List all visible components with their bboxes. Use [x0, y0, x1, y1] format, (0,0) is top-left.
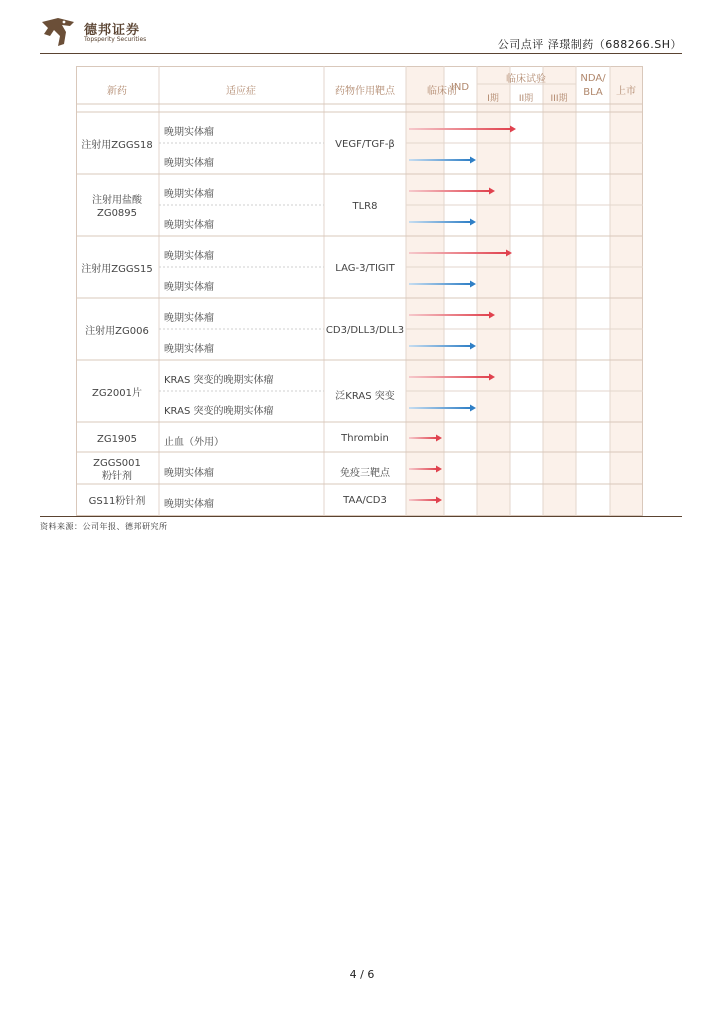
col-header-phase3: III期 [550, 94, 568, 104]
progress-arrow-red [409, 437, 437, 439]
indication: 晚期实体瘤 [164, 282, 214, 293]
arrow-head-icon [470, 405, 476, 412]
drug-name [76, 495, 158, 508]
drug-name-line: ZG1905 [96, 434, 138, 445]
col-header-phase1: I期 [487, 94, 499, 104]
drug-name-line: 注射用ZGGS18 [81, 140, 153, 151]
target: 泛KRAS 突变 [335, 391, 395, 402]
col-header-target: 药物作用靶点 [335, 86, 395, 97]
progress-arrow-blue [409, 159, 471, 161]
source-note: 资料来源：公司年报、德邦研究所 [40, 522, 168, 531]
target: TLR8 [352, 201, 378, 212]
indication: 止血（外用） [164, 437, 224, 448]
company-name-cn: 德邦证券 [84, 23, 141, 38]
indication: 晚期实体瘤 [164, 468, 214, 479]
col-header-clinical: 临床试验 [506, 74, 546, 85]
indication: 晚期实体瘤 [164, 499, 214, 510]
company-name-en: Topsperity Securities [84, 36, 147, 43]
drug-name-line: GS11粉针剂 [88, 496, 146, 507]
indication: KRAS 突变的晚期实体瘤 [164, 375, 274, 386]
arrow-head-icon [470, 281, 476, 288]
progress-arrow-red [409, 252, 507, 254]
company-logo [40, 16, 190, 50]
header-divider [40, 53, 682, 54]
progress-arrow-blue [409, 407, 471, 409]
drug-name-line: ZG2001片 [91, 388, 143, 399]
target: VEGF/TGF-β [335, 139, 395, 150]
arrow-head-icon [510, 126, 516, 133]
drug-name-line: ZGGS001 [93, 458, 141, 469]
progress-arrow-blue [409, 345, 471, 347]
progress-arrow-blue [409, 221, 471, 223]
indication: KRAS 突变的晚期实体瘤 [164, 406, 274, 417]
stage-column-stripe [543, 66, 576, 516]
drug-name [76, 457, 158, 483]
progress-arrow-red [409, 376, 490, 378]
progress-arrow-red [409, 314, 490, 316]
stage-column-stripe [477, 66, 510, 516]
col-header-launch: 上市 [616, 86, 636, 97]
col-header-nda: NDA/ [580, 73, 606, 84]
target: TAA/CD3 [343, 495, 387, 506]
drug-name-line: ZG0895 [96, 208, 138, 219]
indication: 晚期实体瘤 [164, 251, 214, 262]
indication: 晚期实体瘤 [164, 220, 214, 231]
progress-arrow-red [409, 190, 490, 192]
stage-column-stripe [406, 66, 444, 516]
report-title: 公司点评 泽璟制药（688266.SH） [497, 38, 682, 51]
col-header-phase2: II期 [518, 94, 534, 104]
drug-name-line: 粉针剂 [102, 471, 132, 482]
dragon-logo-icon [40, 16, 76, 48]
drug-name [76, 387, 158, 400]
target: CD3/DLL3/DLL3 [325, 325, 405, 336]
target: LAG-3/TIGIT [335, 263, 395, 274]
arrow-head-icon [470, 157, 476, 164]
stage-column-stripe [610, 66, 643, 516]
drug-name-line: 注射用ZGGS15 [81, 264, 153, 275]
pipeline-grid [76, 66, 643, 516]
drug-name [76, 325, 158, 338]
drug-name-line: 注射用盐酸 [92, 195, 142, 206]
pipeline-table [76, 66, 643, 516]
indication: 晚期实体瘤 [164, 313, 214, 324]
progress-arrow-red [409, 499, 437, 501]
progress-arrow-blue [409, 283, 471, 285]
drug-name [76, 433, 158, 446]
progress-arrow-red [409, 128, 511, 130]
indication: 晚期实体瘤 [164, 127, 214, 138]
col-header-indication: 适应症 [226, 86, 256, 97]
col-header-ind: IND [450, 82, 470, 93]
target: 免疫三靶点 [340, 468, 390, 479]
arrow-head-icon [470, 219, 476, 226]
col-header-preclinical: 临床前 [427, 86, 457, 97]
arrow-head-icon [470, 343, 476, 350]
indication: 晚期实体瘤 [164, 158, 214, 169]
indication: 晚期实体瘤 [164, 344, 214, 355]
col-header-bla: BLA [583, 87, 603, 98]
target: Thrombin [341, 433, 389, 444]
drug-name [76, 139, 158, 152]
progress-arrow-red [409, 468, 437, 470]
col-header-drug: 新药 [107, 86, 127, 97]
drug-name-line: 注射用ZG006 [85, 326, 149, 337]
indication: 晚期实体瘤 [164, 189, 214, 200]
page-number: 4 / 6 [349, 968, 375, 981]
drug-name [76, 263, 158, 276]
drug-name [76, 194, 158, 220]
table-bottom-rule [40, 516, 682, 517]
